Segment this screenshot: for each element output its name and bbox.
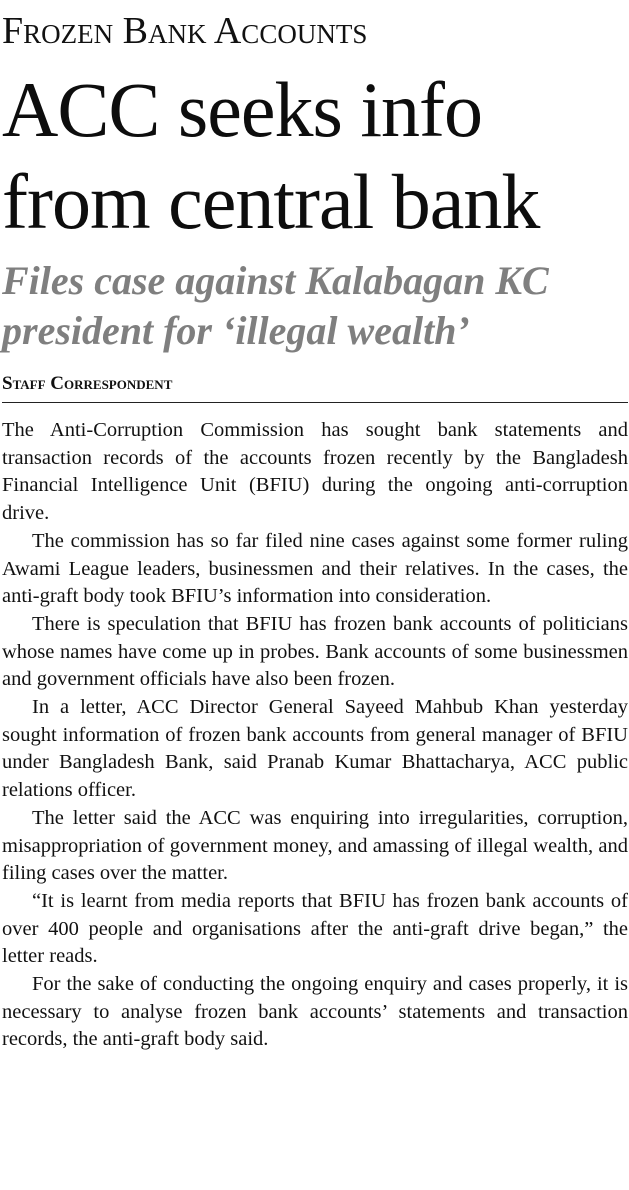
news-article (2, 0, 628, 1054)
article-subheadline: Files case against Kalabagan KC president for ‘illegal wealth’ (2, 258, 549, 353)
byline: Staff Correspondent (2, 372, 628, 403)
body-paragraph: The Anti-Corruption Commission has sought bank statements and transaction records of the accounts frozen recently by the Bangladesh Financial Intelligence Unit (BFIU) during the ongoing anti-corruption drive. (2, 419, 628, 525)
body-paragraph: The commission has so far filed nine cases against some former ruling Awami League leaders, businessmen and their relatives. In the cases, the anti-graft body took BFIU’s information into consideration. (2, 529, 628, 608)
article-headline: ACC seeks info from central bank (2, 66, 540, 245)
body-paragraph: For the sake of conducting the ongoing enquiry and cases properly, it is necessary to analyse frozen bank accounts’ statements and transaction records, the anti-graft body said. (2, 973, 628, 1051)
body-paragraph: There is speculation that BFIU has frozen bank accounts of politicians whose names have come up in probes. Bank accounts of some businessmen and government officials have also been frozen. (2, 612, 628, 691)
body-paragraph: The letter said the ACC was enquiring into irregularities, corruption, misappropriation of government money, and amassing of illegal wealth, and filing cases over the matter. (2, 806, 628, 885)
section-kicker: Frozen Bank Accounts (2, 10, 368, 52)
body-paragraph: In a letter, ACC Director General Sayeed Mahbub Khan yesterday sought information of frozen bank accounts from general manager of BFIU under Bangladesh Bank, said Pranab Kumar Bhattacharya, ACC public relations officer. (2, 696, 628, 802)
article-body (2, 417, 628, 1054)
body-paragraph: “It is learnt from media reports that BFIU has frozen bank accounts of over 400 people and organisations after the anti-graft drive began,” the letter reads. (2, 889, 628, 968)
